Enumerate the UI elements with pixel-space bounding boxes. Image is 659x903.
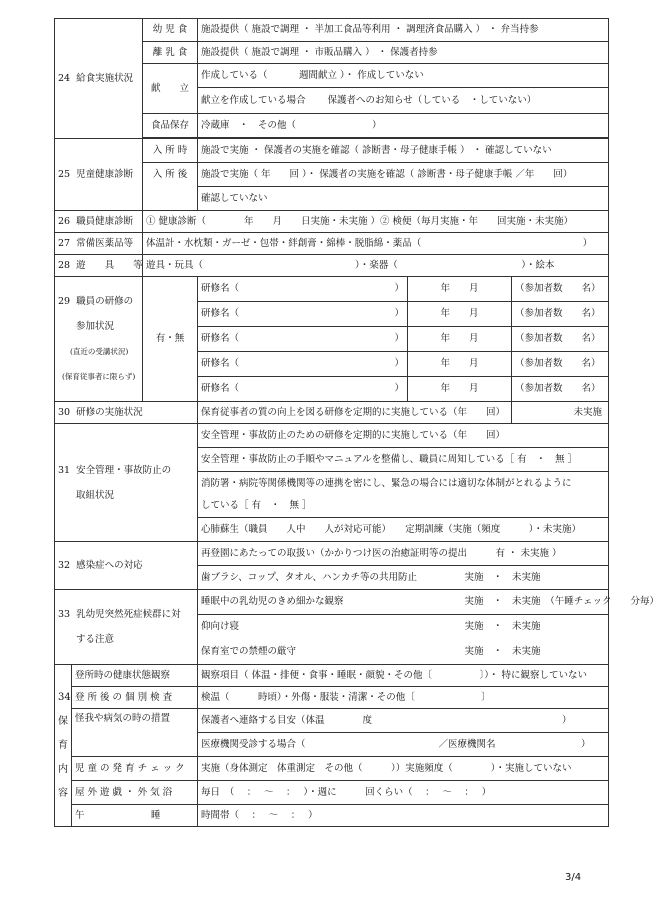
s25-label-cell [55, 139, 143, 211]
s24-sub-1: 幼 児 食 [143, 19, 198, 42]
s31-text-5: 心肺蘇生（職員 人中 人が対応可能） 定期訓練（実施（頻度 ）・未実施） [198, 518, 609, 542]
s25-sub-2: 入 所 後 [143, 163, 198, 211]
s33-number: 33 [58, 609, 71, 620]
row-28 [55, 255, 609, 277]
s29-row4-c: 年 月 [408, 352, 512, 377]
s34-sub-6: 屋 外 遊 戯 ・ 外 気 浴 [72, 781, 198, 805]
s25-text-2: 施設で実施（ 年 回 ）・ 保護者の実施を確認（ 診断書・母子健康手帳 ／年 回） [198, 163, 609, 187]
row-30 [55, 402, 609, 424]
s29-row3-name: 研修名（ [201, 333, 240, 344]
row-34-5 [55, 757, 609, 781]
s24-sub-3: 献 立 [143, 64, 198, 114]
s24-text-3: 作成している（ 週間献立 ）・ 作成していない [198, 64, 609, 88]
row-27 [55, 233, 609, 255]
s33-row2-b: 実施 ・ 未実施 [462, 615, 609, 640]
s29-label-2: 参加状況 [76, 321, 115, 332]
s34-number: 34 [58, 691, 71, 703]
s32-text-1: 再登園にあたっての取扱い（かかりつけ医の治癒証明等の提出 有 ・ 未実施 ） [198, 542, 609, 566]
s30-text: 保育従事者の質の向上を図る研修を定期的に実施している（年 回） [198, 402, 512, 424]
s34-sub-3: 怪我や病気の時の措置 [72, 709, 198, 757]
s25-label: 児童健康診断 [76, 168, 134, 180]
s28-label: 遊 具 等 [76, 259, 143, 271]
row-34-6 [55, 781, 609, 805]
s31-label-1: 安全管理・事故防止の [76, 464, 172, 476]
row-34-2 [55, 687, 609, 709]
s34-sub-5: 児 童 の 発 育 チ ェ ッ ク [72, 757, 198, 781]
s24-text-5: 冷蔵庫 ・ その他（ ） [198, 114, 609, 138]
s27-text: 体温計・水枕類・ガーゼ・包帯・絆創膏・綿棒・脱脂綿・薬品（ ） [143, 233, 609, 255]
s29-row3-d: （参加者数 名） [512, 327, 609, 352]
s29-label-cell [55, 277, 143, 402]
s34-vertical-label [55, 665, 72, 827]
s33-label-2: する注意 [76, 634, 115, 645]
s24-text-4: 献立を作成している場合 保護者へのお知らせ（している ・していない） [198, 88, 609, 114]
s32-number: 32 [58, 559, 71, 571]
s33-row3-b: 実施 ・ 未実施 [462, 640, 609, 665]
page-number: 3/4 [565, 872, 582, 883]
s33-row1-b: 実施 ・ 未実施 （午睡チェック 分毎） [462, 590, 609, 615]
s29-row2-a [198, 302, 408, 327]
s31-text-2: 安全管理・事故防止の手順やマニュアルを整備し、職員に周知している［ 有 ・ 無 ］ [198, 448, 609, 472]
row-34-3 [55, 709, 609, 733]
row-29-1 [55, 277, 609, 302]
s29-row4-close: ） [394, 358, 404, 369]
s27-label-cell [55, 233, 143, 255]
s31-label-cell [55, 424, 198, 542]
s29-row3-c: 年 月 [408, 327, 512, 352]
s29-row2-close: ） [394, 308, 404, 319]
s24-number: 24 [58, 72, 71, 84]
s29-row5-c: 年 月 [408, 377, 512, 402]
s34-text-6: 毎日 （ ： 〜 ： ）・週に 回くらい（ ： 〜 ： ） [198, 781, 609, 805]
s26-label: 職員健康診断 [76, 215, 134, 227]
s34-text-5: 実施（身体測定 体重測定 その他（ ））実施頻度（ ）・実施していない [198, 757, 609, 781]
s29-row4-d: （参加者数 名） [512, 352, 609, 377]
s24-sub-2: 離 乳 食 [143, 42, 198, 64]
s24-label-cell [55, 19, 143, 139]
s29-row2-name: 研修名（ [201, 308, 240, 319]
row-25-1 [55, 139, 609, 163]
s34-sub-2: 登 所 後 の 個 別 検 査 [72, 687, 198, 709]
s33-row1-a: 睡眠中の乳幼児のきめ細かな観察 [198, 590, 462, 615]
s34-char-4: 容 [58, 787, 68, 799]
s29-number: 29 [58, 296, 71, 307]
s26-text: ① 健康診断（ 年 月 日実施・未実施 ）② 検便（毎月実施・年 回実施・未実施） [143, 211, 609, 233]
s27-label: 常備医薬品等 [76, 237, 134, 249]
s34-char-2: 育 [58, 739, 68, 751]
s31-text-3: 消防署・病院等関係機関等の連携を密にし、緊急の場合には適切な体制がとれるように [198, 472, 609, 496]
s30-number: 30 [58, 406, 71, 418]
s33-row2-a: 仰向け寝 [198, 615, 462, 640]
s29-row5-close: ） [394, 383, 404, 394]
s29-row5-d: （参加者数 名） [512, 377, 609, 402]
s25-text-3: 確認していない [198, 187, 609, 211]
s33-row3-a: 保育室での禁煙の厳守 [198, 640, 462, 665]
s29-row1-c: 年 月 [408, 277, 512, 302]
s31-text-4: している［ 有 ・ 無 ］ [198, 496, 609, 518]
row-32-1 [55, 542, 609, 566]
s28-label-cell [55, 255, 143, 277]
s28-text: 遊具・玩具（ ）・楽器（ ）・絵本 [143, 255, 609, 277]
s29-row3-close: ） [394, 333, 404, 344]
s34-text-4: 医療機関受診する場合（ ／医療機関名 ） [198, 733, 609, 757]
row-34-1 [55, 665, 609, 687]
s29-row1-close: ） [394, 283, 404, 294]
row-33-1 [55, 590, 609, 615]
s34-text-1: 観察項目（ 体温・排便・食事・睡眠・顔貌・その他〔 〕）・ 特に観察していない [198, 665, 609, 687]
row-34-7 [55, 805, 609, 827]
s24-text-2: 施設提供（ 施設で調理 ・ 市販品購入 ） ・ 保護者持参 [198, 42, 609, 64]
s29-row2-d: （参加者数 名） [512, 302, 609, 327]
s26-number: 26 [58, 215, 71, 227]
s34-sub-1: 登所時の健康状態観察 [72, 665, 198, 687]
s29-row1-a [198, 277, 408, 302]
s34-text-2: 検温（ 時頃）・外傷・服装・清潔・その他〔 〕 [198, 687, 609, 709]
s24-text-1: 施設提供（ 施設で調理 ・ 半加工食品等利用 ・ 調理済食品購入 ） ・ 弁当持参 [198, 19, 609, 42]
s29-row5-name: 研修名（ [201, 383, 240, 394]
s24-label: 給食実施状況 [76, 72, 134, 84]
s29-row2-c: 年 月 [408, 302, 512, 327]
s30-right: 未実施 [512, 402, 609, 424]
inspection-form-table [54, 18, 659, 827]
s29-row4-name: 研修名（ [201, 358, 240, 369]
s29-note-2: (保育従事者に限らず) [62, 372, 136, 381]
s25-sub-1: 入 所 時 [143, 139, 198, 163]
s24-sub-5: 食品保存 [143, 114, 198, 138]
s34-text-3: 保護者へ連絡する目安（体温 度 ） [198, 709, 609, 733]
s29-row1-d: （参加者数 名） [512, 277, 609, 302]
s34-char-3: 内 [58, 763, 68, 775]
s25-text-1: 施設で実施 ・ 保護者の実施を確認（ 診断書・母子健康手帳 ） ・ 確認していない [198, 139, 609, 163]
s32-label-cell [55, 542, 198, 590]
s30-label-cell [55, 402, 198, 424]
s26-label-cell [55, 211, 143, 233]
s29-row3-a [198, 327, 408, 352]
s29-note-1: (直近の受講状況) [70, 347, 129, 356]
s28-number: 28 [58, 259, 71, 271]
row-26 [55, 211, 609, 233]
row-24-1 [55, 19, 609, 42]
s34-text-7: 時間帯（ ： 〜 ： ） [198, 805, 609, 827]
s34-char-1: 保 [58, 715, 68, 727]
s33-label-cell [55, 590, 198, 665]
s30-label: 研修の実施状況 [76, 406, 143, 418]
s34-sub-7: 午 睡 [72, 805, 198, 827]
row-31-1 [55, 424, 609, 448]
s29-label-1: 職員の研修の [76, 296, 134, 307]
s31-label-2: 取組状況 [76, 489, 115, 501]
s29-mid: 有・無 [143, 277, 198, 402]
s29-row1-name: 研修名（ [201, 283, 240, 294]
s32-label: 感染症への対応 [76, 559, 143, 571]
s31-number: 31 [58, 464, 71, 476]
s29-row5-a [198, 377, 408, 402]
s27-number: 27 [58, 237, 71, 249]
s31-text-1: 安全管理・事故防止のための研修を定期的に実施している（年 回） [198, 424, 609, 448]
s29-row4-a [198, 352, 408, 377]
s25-number: 25 [58, 168, 71, 180]
s33-label-1: 乳幼児突然死症候群に対 [76, 609, 181, 620]
s32-text-2: 歯ブラシ、コップ、タオル、ハンカチ等の共用防止 実施 ・ 未実施 [198, 566, 609, 590]
